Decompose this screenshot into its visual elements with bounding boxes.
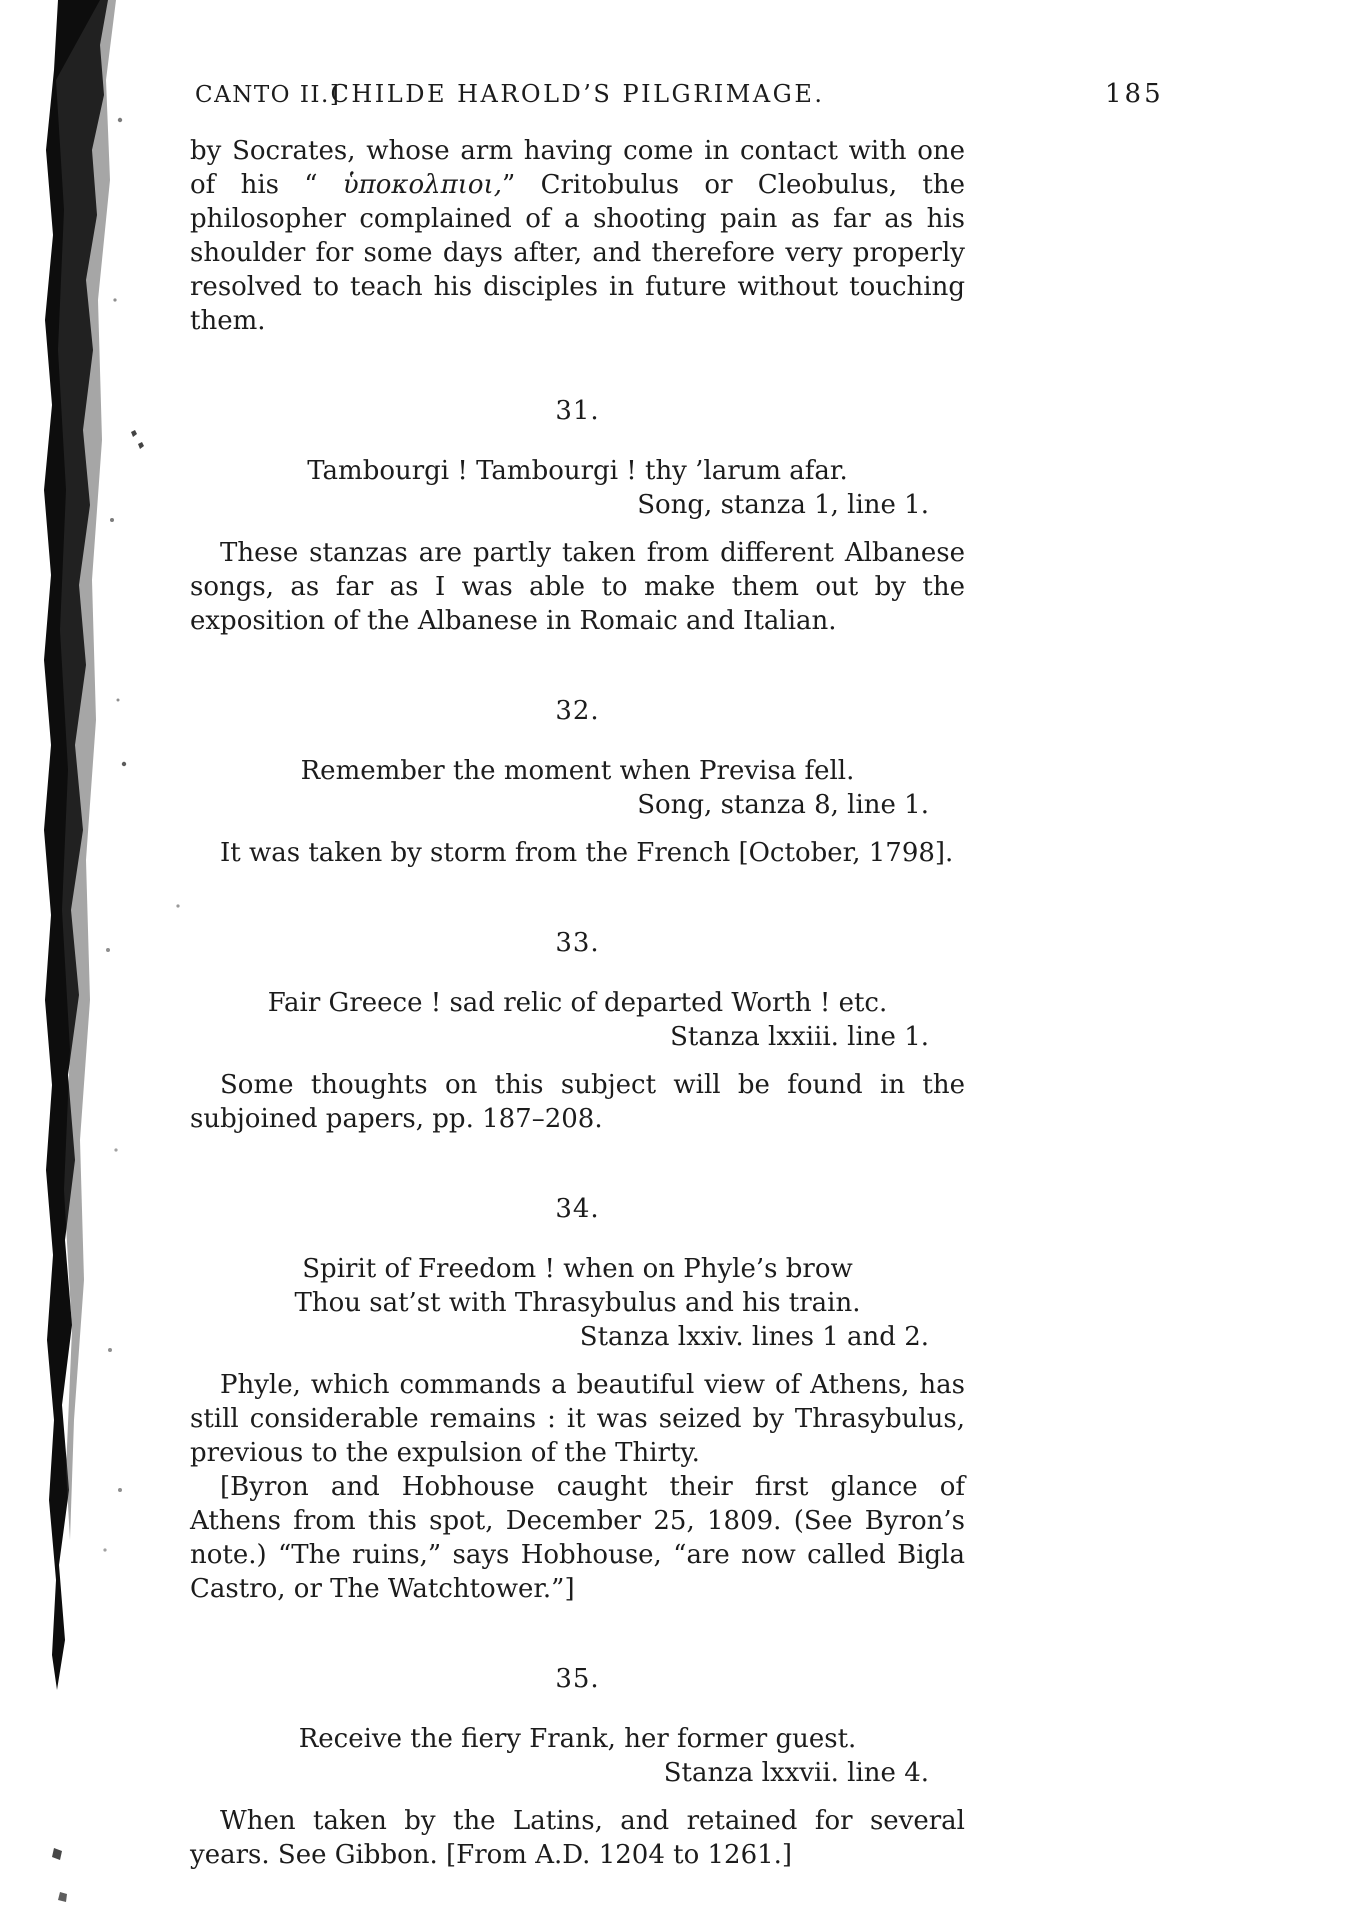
quote-line: Tambourgi ! Tambourgi ! thy ’larum afar. xyxy=(307,456,848,486)
quote-attribution: Stanza lxxiii. line 1. xyxy=(670,1022,929,1052)
quote-line: Receive the fiery Frank, her former guest. xyxy=(298,1724,857,1754)
note-section-34 xyxy=(190,1192,965,1606)
section-number: 33. xyxy=(555,928,600,958)
quote-line: Remember the moment when Previsa fell. xyxy=(300,756,855,786)
quote-line: Fair Greece ! sad relic of departed Worth ! etc. xyxy=(267,988,888,1018)
note-section-33 xyxy=(190,926,965,1136)
quote-attribution: Song, stanza 8, line 1. xyxy=(637,790,929,820)
header-title: CHILDE HAROLD’S PILGRIMAGE. xyxy=(330,80,825,108)
quote-attribution: Stanza lxxiv. lines 1 and 2. xyxy=(579,1322,929,1352)
note-section-35 xyxy=(190,1662,965,1872)
note-paragraph: It was taken by storm from the French [October, 1798]. xyxy=(220,838,954,868)
header-page-number: 185 xyxy=(1105,79,1164,109)
note-paragraph: Phyle, which commands a beautiful view of Athens, has still considerable remains : it was seized by Thrasybulus, previous to the expulsion of the Thirty. xyxy=(190,1370,965,1468)
note-section-31 xyxy=(190,394,965,638)
section-number: 31. xyxy=(555,396,600,426)
quote-line: Spirit of Freedom ! when on Phyle’s brow xyxy=(302,1254,853,1284)
quote-attribution: Stanza lxxvii. line 4. xyxy=(663,1758,929,1788)
note-paragraph: Some thoughts on this subject will be found in the subjoined papers, pp. 187–208. xyxy=(190,1070,965,1134)
intro-greek-phrase: ὑποκολπιοι, xyxy=(342,170,502,200)
note-paragraph: When taken by the Latins, and retained for several years. See Gibbon. [From A.D. 1204 to 1261.] xyxy=(190,1806,965,1870)
page-body xyxy=(190,134,965,1872)
header-canto: CANTO II.] xyxy=(195,82,341,108)
intro-text-pre: by Socrates, whose arm having come in contact with one of his “ xyxy=(190,136,965,200)
quote-attribution: Song, stanza 1, line 1. xyxy=(637,490,929,520)
quote-line: Thou sat’st with Thrasybulus and his train. xyxy=(294,1288,861,1318)
intro-text-post: ” Critobulus or Cleobulus, the philosopher complained of a shooting pain as far as his shoulder for some days after, and therefore very properly resolved to teach his disciples in future without touching them. xyxy=(190,170,965,336)
intro-paragraph xyxy=(190,134,965,338)
note-paragraph: These stanzas are partly taken from different Albanese songs, as far as I was able to make them out by the exposition of the Albanese in Romaic and Italian. xyxy=(190,538,965,636)
section-number: 35. xyxy=(555,1664,600,1694)
note-section-32 xyxy=(190,694,965,870)
section-number: 34. xyxy=(555,1194,600,1224)
section-number: 32. xyxy=(555,696,600,726)
note-paragraph: [Byron and Hobhouse caught their first glance of Athens from this spot, December 25, 1809. (See Byron’s note.) “The ruins,” says Hobhouse, “are now called Bigla Castro, or The Watchtower.”] xyxy=(190,1472,965,1604)
